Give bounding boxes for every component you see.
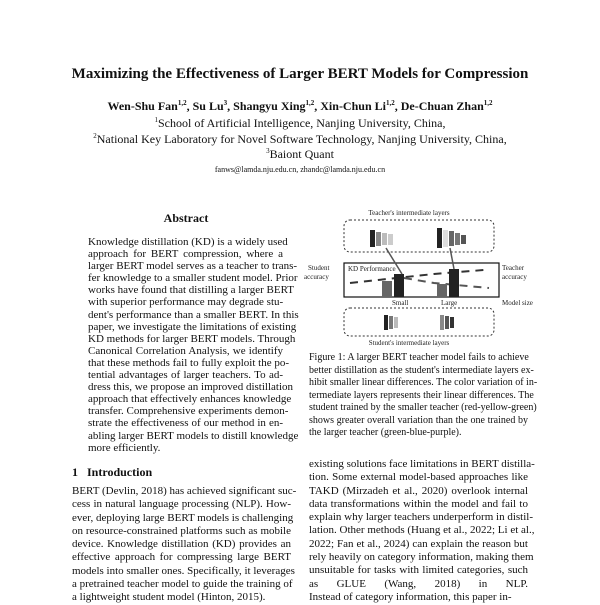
student-layers-box — [344, 308, 494, 336]
author-emails: fanws@lamda.nju.edu.cn, zhandc@lamda.nju.edu.cn — [214, 165, 386, 174]
text-line: on resource-constrained platforms such as mobile — [72, 524, 291, 537]
text-line: Figure 1: A larger BERT teacher model fails to achieve — [309, 352, 529, 363]
text-line: abling larger BERT models to distill knowledge — [88, 429, 299, 442]
text-line: explain why larger teachers underperform in distil- — [309, 511, 533, 524]
text-line: a lightweight student model (Hinton, 2015). — [72, 591, 266, 604]
text-line: Knowledge distillation (KD) is a widely used — [88, 236, 288, 248]
bar-small-student — [382, 281, 392, 297]
student-small-layers — [384, 315, 398, 330]
student-accuracy-label: Student — [308, 264, 330, 272]
teacher-large-layers — [437, 228, 466, 248]
text-line: unsuitable for tasks with limited categories, such — [309, 564, 528, 577]
text-line: tential advantages of larger teachers. To ad- — [88, 369, 283, 382]
text-line: data transformations within the model and fail to — [309, 497, 528, 510]
model-size-label: Model size — [502, 299, 533, 307]
teacher-accuracy-label-2: accuracy — [502, 273, 527, 281]
author-name: Wen-Shu Fan — [107, 99, 178, 113]
text-line: approach for BERT compression, where a — [88, 248, 283, 261]
text-line: 2022; Fan et al., 2024) can explain the reason but — [309, 537, 528, 550]
author-name: Xin-Chun Li — [320, 99, 386, 113]
author-affiliation-mark: 3 — [223, 99, 228, 107]
author-name: Su Lu — [192, 99, 224, 113]
text-line: strate the effectiveness of our method in en- — [88, 417, 283, 430]
author-affiliation-mark: 1,2 — [483, 99, 493, 107]
affiliation-3: $^3$Baiont Quant — [266, 147, 334, 161]
text-line: shows greater overall variation than the one trained by — [309, 414, 528, 426]
teacher-accuracy-label: Teacher — [502, 264, 525, 272]
abstract-body — [88, 236, 299, 454]
author-affiliation-mark: 1,2 — [305, 99, 315, 107]
paper-title: Maximizing the Effectiveness of Larger BERT Models for Compression — [71, 66, 529, 82]
text-line: with superior performance may degrade stu- — [88, 296, 284, 309]
text-line: approach that effectively enhances knowledge — [88, 393, 292, 406]
bar-large-teacher — [449, 269, 459, 297]
text-line: a pretrained teacher model to guide the training of — [72, 578, 293, 591]
text-line: device. Knowledge distillation (KD) provides an — [72, 538, 291, 551]
text-line: transfer. Comprehensive experiments demon- — [88, 405, 289, 418]
text-line: effective approach for compressing large BERT — [72, 551, 291, 564]
text-line: BERT (Devlin, 2018) has achieved significant suc- — [72, 485, 297, 497]
figure-caption — [309, 352, 538, 440]
text-line: cess in natural language processing (NLP). How- — [72, 498, 291, 511]
text-line: tion. Some external model-based approaches like — [309, 471, 528, 484]
text-line: paper, we investigate the limitations of existing — [88, 320, 297, 333]
text-line: KD methods for larger BERT models. Through — [88, 332, 296, 345]
teacher-layers-label: Teacher's intermediate layers — [368, 209, 450, 217]
text-line: rely heavily on category information, making them — [309, 551, 534, 564]
intro-heading: 1 Introduction — [72, 465, 153, 479]
text-line: Canonical Correlation Analysis, we identify — [88, 344, 283, 357]
bar-large-student — [437, 284, 447, 297]
abstract-heading: Abstract — [163, 211, 209, 225]
text-line: works have found that distilling a larger BERT — [88, 284, 294, 297]
author-affiliation-mark: 1,2 — [177, 99, 187, 107]
author-name: De-Chuan Zhan — [400, 99, 484, 113]
large-label: Large — [441, 299, 458, 307]
text-line: more efficiently. — [88, 441, 161, 454]
text-line: dent's performance than a smaller BERT. In this — [88, 308, 299, 321]
teacher-layers-box — [344, 220, 494, 252]
text-line: existing solutions face limitations in BERT distilla- — [309, 458, 535, 470]
figure-1 — [304, 208, 544, 348]
student-large-layers — [440, 315, 454, 330]
author-name: Shangyu Xing — [233, 99, 306, 113]
text-line: larger BERT model serves as a teacher to trans- — [88, 260, 298, 273]
text-line: fer knowledge to a smaller student model. Prior — [88, 272, 298, 285]
text-line: lation. Other methods (Huang et al., 2022; Li et al., — [309, 524, 535, 537]
text-line: the larger teacher (green-blue-purple). — [309, 427, 462, 438]
intro-body — [72, 485, 297, 605]
text-line: student trained by the smaller teacher (red-yellow-green) — [309, 402, 537, 413]
text-line: as GLUE (Wang, 2018) in NLP. — [309, 577, 528, 590]
bar-small-teacher — [394, 274, 404, 297]
author-list: Wen-Shu Fan$^{1,2}$, Su Lu$^3$, Shangyu Xing$^{1,2}$, Xin-Chun Li$^{1,2}$, De-Chuan Zhan$^{1,2}$ — [107, 99, 493, 113]
text-line: ever, deploying large BERT models is challenging — [72, 511, 294, 524]
affiliation-2: $^2$National Key Laboratory for Novel Software Technology, Nanjing University, China, — [93, 132, 507, 146]
text-line: Instead of category information, this paper in- — [309, 590, 512, 603]
text-line: that these methods fail to fully exploit the po- — [88, 356, 290, 369]
author-affiliation-mark: 1,2 — [385, 99, 395, 107]
arrow-large-up — [450, 248, 454, 269]
text-line: hibit smaller linear differences. The color variation of in- — [309, 377, 538, 388]
text-line: models into smaller ones. Specifically, it leverages — [72, 564, 295, 577]
right-column-body — [309, 458, 535, 604]
text-line: TAKD (Mirzadeh et al., 2020) overlook internal — [309, 484, 528, 497]
text-line: termediate layers represents their linear differences. The — [309, 389, 534, 401]
student-layers-label: Student's intermediate layers — [368, 339, 450, 347]
student-accuracy-label-2: accuracy — [304, 273, 329, 281]
text-line: dress this, we propose an improved distillation — [88, 381, 293, 394]
teacher-small-layers — [370, 230, 393, 247]
small-label: Small — [392, 299, 409, 307]
affiliation-1: $^1$School of Artificial Intelligence, Nanjing University, China, — [154, 116, 446, 130]
text-line: better distillation as the student's intermediate layers ex- — [309, 364, 534, 376]
kd-performance-label: KD Performance — [348, 265, 396, 273]
